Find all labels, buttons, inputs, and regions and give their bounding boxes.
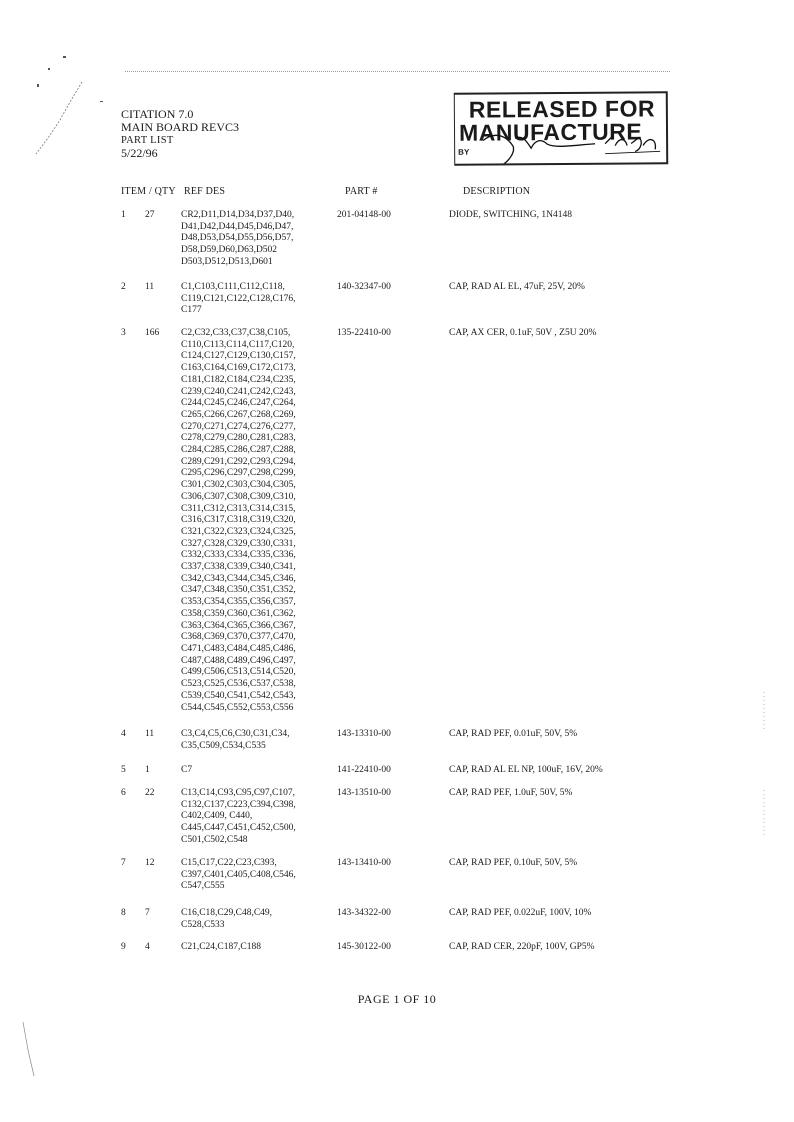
item-number: 5 bbox=[121, 765, 126, 775]
column-header-description: DESCRIPTION bbox=[463, 186, 531, 197]
part-number: 135-22410-00 bbox=[337, 328, 391, 338]
ref-designators bbox=[181, 942, 261, 954]
part-number: 143-34322-00 bbox=[337, 908, 391, 918]
ref-des-line: C402,C409, C440, bbox=[181, 811, 253, 822]
ref-des-line: C342,C343,C344,C345,C346, bbox=[181, 573, 296, 584]
ref-des-line: C289,C291,C292,C293,C294, bbox=[181, 456, 296, 467]
part-number: 143-13310-00 bbox=[337, 729, 391, 739]
ref-des-line: C487,C488,C489,C496,C497, bbox=[181, 655, 296, 666]
item-quantity: 7 bbox=[145, 908, 150, 918]
part-description: CAP, RAD PEF, 0.022uF, 100V, 10% bbox=[449, 908, 592, 918]
stamp-line-1: RELEASED FOR bbox=[468, 95, 656, 123]
ref-des-line: C499,C506,C513,C514,C520, bbox=[181, 667, 296, 678]
margin-speck bbox=[63, 56, 66, 58]
ref-des-line: C397,C401,C405,C408,C546, bbox=[181, 869, 296, 880]
ref-des-line: C13,C14,C93,C95,C97,C107, bbox=[181, 788, 296, 798]
ref-des-line: C363,C364,C365,C366,C367, bbox=[181, 620, 296, 631]
ref-des-line: C15,C17,C22,C23,C393, bbox=[181, 858, 277, 868]
ref-des-line: C2,C32,C33,C37,C38,C105, bbox=[181, 328, 291, 338]
column-header-part: PART # bbox=[345, 186, 378, 197]
ref-des-line: D503,D512,D513,D601 bbox=[181, 256, 273, 267]
release-stamp bbox=[454, 91, 669, 165]
item-number: 1 bbox=[121, 210, 126, 220]
ref-designators bbox=[181, 729, 289, 752]
item-number: 3 bbox=[121, 328, 126, 338]
item-quantity: 12 bbox=[145, 858, 155, 868]
ref-des-line: C544,C545,C552,C553,C556 bbox=[181, 702, 294, 713]
margin-scratch-mark bbox=[20, 1020, 40, 1080]
ref-des-line: C265,C266,C267,C268,C269, bbox=[181, 409, 296, 420]
ref-des-line: C445,C447,C451,C452,C500, bbox=[181, 823, 296, 834]
part-description: CAP, RAD PEF, 0.10uF, 50V, 5% bbox=[449, 858, 578, 868]
item-number: 2 bbox=[121, 282, 126, 292]
column-header-item-qty: ITEM / QTY bbox=[121, 186, 176, 197]
ref-des-line: C1,C103,C111,C112,C118, bbox=[181, 282, 285, 292]
item-quantity: 11 bbox=[145, 729, 155, 739]
part-description: CAP, RAD AL EL NP, 100uF, 16V, 20% bbox=[449, 765, 603, 775]
ref-des-line: C501,C502,C548 bbox=[181, 834, 248, 845]
margin-speck bbox=[48, 68, 50, 70]
margin-speck bbox=[100, 101, 103, 102]
ref-des-line: C327,C328,C329,C330,C331, bbox=[181, 538, 296, 549]
ref-designators bbox=[181, 210, 294, 269]
ref-des-line: C471,C483,C484,C485,C486, bbox=[181, 643, 296, 654]
ref-des-line: C301,C302,C303,C304,C305, bbox=[181, 480, 296, 491]
item-quantity: 11 bbox=[145, 282, 155, 292]
ref-designators bbox=[181, 765, 192, 777]
ref-designators bbox=[181, 908, 272, 931]
part-description: CAP, AX CER, 0.1uF, 50V , Z5U 20% bbox=[449, 328, 597, 338]
stamp-line-2: MANUFACTURE bbox=[458, 118, 643, 146]
scan-artifact-line bbox=[125, 71, 670, 72]
ref-des-line: C119,C121,C122,C128,C176, bbox=[181, 293, 296, 304]
board-name: MAIN BOARD REVC3 bbox=[121, 120, 240, 134]
ref-des-line: C347,C348,C350,C351,C352, bbox=[181, 585, 296, 596]
ref-des-line: CR2,D11,D14,D34,D37,D40, bbox=[181, 210, 295, 220]
ref-des-line: C21,C24,C187,C188 bbox=[181, 942, 261, 952]
item-quantity: 1 bbox=[145, 765, 150, 775]
ref-des-line: C132,C137,C223,C394,C398, bbox=[181, 799, 296, 810]
ref-des-line: C295,C296,C297,C298,C299, bbox=[181, 468, 296, 479]
ref-des-line: C528,C533 bbox=[181, 919, 225, 930]
item-number: 7 bbox=[121, 858, 126, 868]
ref-designators bbox=[181, 788, 296, 847]
ref-des-line: C7 bbox=[181, 765, 193, 775]
part-description: CAP, RAD PEF, 1.0uF, 50V, 5% bbox=[449, 788, 573, 798]
item-quantity: 27 bbox=[145, 210, 155, 220]
ref-des-line: C177 bbox=[181, 305, 202, 316]
part-number: 140-32347-00 bbox=[337, 282, 391, 292]
product-title: CITATION 7.0 bbox=[121, 107, 194, 121]
ref-des-line: C124,C127,C129,C130,C157, bbox=[181, 351, 296, 362]
margin-scratch-mark bbox=[30, 80, 90, 160]
part-number: 143-13510-00 bbox=[337, 788, 391, 798]
ref-des-line: C358,C359,C360,C361,C362, bbox=[181, 608, 296, 619]
part-description: CAP, RAD AL EL, 47uF, 25V, 20% bbox=[449, 282, 585, 292]
item-number: 8 bbox=[121, 908, 126, 918]
ref-des-line: C163,C164,C169,C172,C173, bbox=[181, 363, 296, 374]
part-number: 201-04148-00 bbox=[337, 210, 391, 220]
ref-des-line: C181,C182,C184,C234,C235, bbox=[181, 374, 296, 385]
stamp-by-label: BY bbox=[458, 147, 470, 157]
ref-des-line: C270,C271,C274,C276,C277, bbox=[181, 421, 296, 432]
ref-des-line: C244,C245,C246,C247,C264, bbox=[181, 398, 296, 409]
ref-des-line: C523,C525,C536,C537,C538, bbox=[181, 679, 296, 690]
part-number: 143-13410-00 bbox=[337, 858, 391, 868]
item-quantity: 166 bbox=[145, 328, 160, 338]
ref-des-line: C353,C354,C355,C356,C357, bbox=[181, 597, 296, 608]
ref-des-line: C16,C18,C29,C48,C49, bbox=[181, 908, 273, 918]
document-header bbox=[121, 108, 239, 160]
part-number: 141-22410-00 bbox=[337, 765, 391, 775]
document-type: PART LIST bbox=[121, 135, 174, 146]
ref-des-line: C35,C509,C534,C535 bbox=[181, 740, 266, 751]
part-description: DIODE, SWITCHING, 1N4148 bbox=[449, 210, 572, 220]
ref-des-line: D41,D42,D44,D45,D46,D47, bbox=[181, 221, 294, 232]
part-description: CAP, RAD PEF, 0.01uF, 50V, 5% bbox=[449, 729, 578, 739]
item-number: 6 bbox=[121, 788, 126, 798]
ref-des-line: C306,C307,C308,C309,C310, bbox=[181, 491, 296, 502]
edge-dots bbox=[760, 690, 768, 840]
item-number: 9 bbox=[121, 942, 126, 952]
ref-des-line: C539,C540,C541,C542,C543, bbox=[181, 690, 296, 701]
page-number: PAGE 1 OF 10 bbox=[357, 992, 437, 1006]
ref-des-line: C239,C240,C241,C242,C243, bbox=[181, 386, 296, 397]
ref-des-line: C321,C322,C323,C324,C325, bbox=[181, 526, 296, 537]
ref-des-line: C311,C312,C313,C314,C315, bbox=[181, 503, 296, 514]
ref-des-line: C284,C285,C286,C287,C288, bbox=[181, 445, 296, 456]
ref-designators bbox=[181, 858, 296, 893]
signature-mark bbox=[455, 93, 666, 163]
ref-designators bbox=[181, 328, 296, 714]
ref-des-line: D58,D59,D60,D63,D502 bbox=[181, 245, 278, 256]
ref-des-line: D48,D53,D54,D55,D56,D57, bbox=[181, 233, 294, 244]
ref-des-line: C3,C4,C5,C6,C30,C31,C34, bbox=[181, 729, 290, 739]
column-header-ref-des: REF DES bbox=[184, 186, 226, 197]
ref-des-line: C337,C338,C339,C340,C341, bbox=[181, 562, 296, 573]
ref-designators bbox=[181, 282, 295, 317]
ref-des-line: C278,C279,C280,C281,C283, bbox=[181, 433, 296, 444]
ref-des-line: C332,C333,C334,C335,C336, bbox=[181, 550, 296, 561]
document-date: 5/22/96 bbox=[121, 146, 158, 160]
ref-des-line: C368,C369,C370,C377,C470, bbox=[181, 632, 296, 643]
ref-des-line: C316,C317,C318,C319,C320, bbox=[181, 515, 296, 526]
part-description: CAP, RAD CER, 220pF, 100V, GP5% bbox=[449, 942, 595, 952]
item-quantity: 4 bbox=[145, 942, 150, 952]
ref-des-line: C110,C113,C114,C117,C120, bbox=[181, 339, 295, 350]
ref-des-line: C547,C555 bbox=[181, 881, 225, 892]
part-number: 145-30122-00 bbox=[337, 942, 391, 952]
item-number: 4 bbox=[121, 729, 126, 739]
item-quantity: 22 bbox=[145, 788, 155, 798]
